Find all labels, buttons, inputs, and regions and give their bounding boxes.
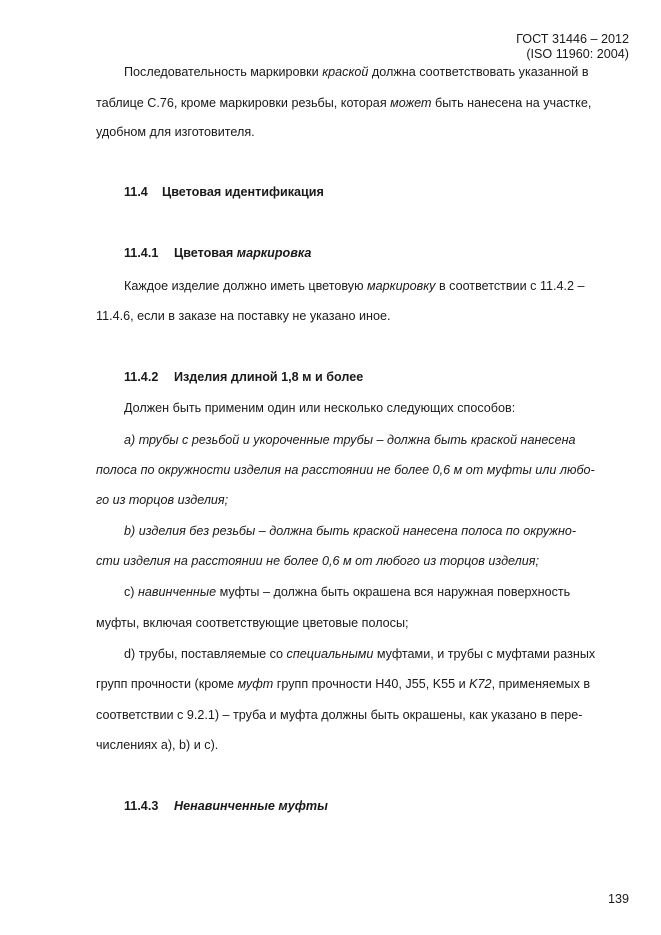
item-d-line-1: d) трубы, поставляемые со специальными муфтами, и трубы с муфтами разных bbox=[124, 647, 596, 661]
item-b-line-1: b) изделия без резьбы – должна быть краской нанесена полоса по окружно- bbox=[124, 524, 577, 538]
iso-reference: (ISO 11960: 2004) bbox=[526, 47, 629, 61]
item-c-line-1: c) навинченные муфты – должна быть окрашена вся наружная поверхность bbox=[124, 585, 571, 599]
item-d-line-4: числениях а), b) и с). bbox=[96, 738, 219, 752]
paragraph-1-line-1: Последовательность маркировки краской должна соответствовать указанной в bbox=[124, 65, 589, 79]
section-heading-11-4-2: 11.4.2 Изделия длиной 1,8 м и более bbox=[124, 370, 364, 384]
page-number: 139 bbox=[607, 892, 629, 906]
item-d-line-2: групп прочности (кроме муфт групп прочности H40, J55, K55 и K72, применяемых в bbox=[96, 677, 591, 691]
paragraph-3: Должен быть применим один или несколько следующих способов: bbox=[124, 401, 516, 415]
paragraph-2-line-2: 11.4.6, если в заказе на поставку не указано иное. bbox=[96, 309, 391, 323]
paragraph-1-line-3: удобном для изготовителя. bbox=[96, 125, 255, 139]
item-a-line-2: полоса по окружности изделия на расстоянии не более 0,6 м от муфты или любо- bbox=[96, 463, 595, 477]
standard-number: ГОСТ 31446 – 2012 bbox=[516, 32, 629, 46]
section-heading-11-4-1: 11.4.1 Цветовая маркировка bbox=[124, 246, 312, 260]
paragraph-2-line-1: Каждое изделие должно иметь цветовую маркировку в соответствии с 11.4.2 – bbox=[124, 279, 585, 293]
section-heading-11-4: 11.4 Цветовая идентификация bbox=[124, 185, 324, 199]
item-d-line-3: соответствии с 9.2.1) – труба и муфта должны быть окрашены, как указано в пере- bbox=[96, 708, 583, 722]
item-c-line-2: муфты, включая соответствующие цветовые полосы; bbox=[96, 616, 409, 630]
item-a-line-3: го из торцов изделия; bbox=[96, 493, 229, 507]
document-header bbox=[516, 32, 629, 62]
paragraph-1-line-2: таблице С.76, кроме маркировки резьбы, которая может быть нанесена на участке, bbox=[96, 96, 592, 110]
item-a-line-1: a) трубы с резьбой и укороченные трубы – должна быть краской нанесена bbox=[124, 433, 576, 447]
section-heading-11-4-3: 11.4.3 Ненавинченные муфты bbox=[124, 799, 328, 813]
item-b-line-2: сти изделия на расстоянии не более 0,6 м от любого из торцов изделия; bbox=[96, 554, 539, 568]
